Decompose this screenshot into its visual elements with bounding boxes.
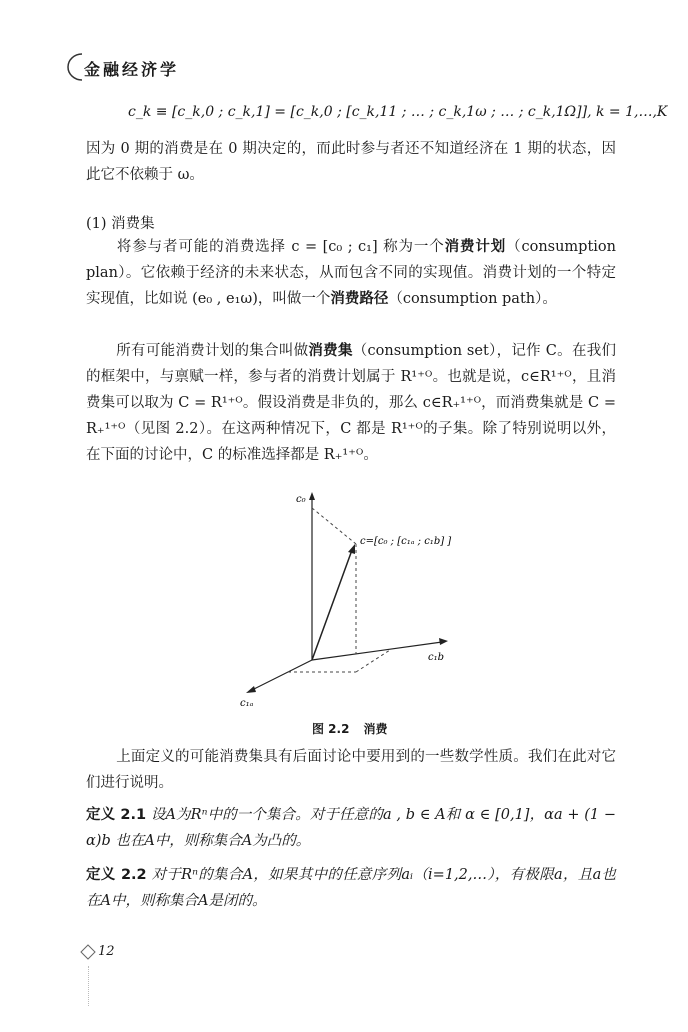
diamond-icon (80, 944, 96, 960)
figure-caption (312, 720, 387, 737)
footer-rail (88, 966, 90, 1006)
consumption-vector-arrow (348, 544, 355, 554)
definition-2-1 (86, 802, 616, 854)
caption-text: 消费 (363, 722, 388, 736)
axis-label-c1a: c₁ₐ (240, 698, 254, 709)
def2-label: 定义 2.2 (86, 867, 147, 883)
axis-c0-arrow (309, 492, 315, 500)
para3-text-a: 所有可能消费计划的集合叫做 (116, 343, 309, 359)
term-consumption-path: 消费路径 (330, 290, 389, 307)
consumption-formula: c_k ≡ [c_k,0 ; c_k,1] = [c_k,0 ; [c_k,11 ; … ; c_k,1ω ; … ; c_k,1Ω]], k = 1,…,K (128, 104, 668, 120)
para2-text-a: 将参与者可能的消费选择 c = [c₀ ; c₁] 称为一个 (116, 239, 445, 255)
caption-number: 图 2.2 (312, 722, 350, 736)
definition-2-2 (86, 862, 616, 914)
page-number: 12 (98, 944, 115, 959)
vector-label: c=[c₀ ; [c₁ₐ ; c₁b] ] (360, 536, 452, 547)
paragraph-3 (86, 338, 616, 468)
para4-text: 上面定义的可能消费集具有后面讨论中要用到的一些数学性质。我们在此对它们进行说明。 (86, 749, 616, 791)
section-heading: (1) 消费集 (86, 216, 155, 232)
axis-label-c0: c₀ (296, 494, 306, 505)
def1-body: 设A为Rⁿ中的一个集合。对于任意的a , b ∈ A和 α ∈ [0,1]，αa + (1 − α)b 也在A中，则称集合A为凸的。 (86, 807, 616, 849)
guide-top (312, 508, 356, 544)
def2-body: 对于Rⁿ的集合A，如果其中的任意序列aᵢ（i=1,2,…），有极限a，且a也在A中，则称集合A是闭的。 (86, 867, 617, 909)
consumption-set-diagram (230, 484, 470, 714)
para2-text-c: （consumption plan）。它依赖于经济的未来状态，从而包含不同的实现值。消费计划的一个特定实现值，比如说 (e₀ , e₁ω)，叫做一个 (86, 239, 616, 307)
axis-c1a (252, 660, 312, 690)
term-consumption-plan: 消费计划 (444, 238, 507, 255)
term-consumption-set: 消费集 (308, 342, 353, 359)
paragraph-1-text: 因为 0 期的消费是在 0 期决定的，而此时参与者还不知道经济在 1 期的状态，因此它不依赖于 ω。 (86, 141, 616, 183)
book-title: 金融经济学 (84, 60, 180, 79)
def1-label: 定义 2.1 (86, 807, 147, 823)
para3-text-c: （consumption set），记作 C。在我们的框架中，与禀赋一样，参与者的消费计划属于 R¹⁺ᴼ。也就是说，c∈R¹⁺ᴼ，且消费集可以取为 C = R¹⁺ᴼ。假设消费是非负的，那么 c∈R₊¹⁺ᴼ，而消费集就是 C = R₊¹⁺ᴼ（见图 2.2）。在这两种情况下，C 都是 R¹⁺ᴼ的子集。除了特别说明以外，在下面的讨论中，C 的标准选择都是 R₊¹⁺ᴼ。 (86, 343, 617, 463)
axis-c1b (312, 642, 442, 660)
paragraph-1 (86, 136, 616, 188)
paragraph-4 (86, 744, 616, 796)
figure-2-2 (230, 484, 470, 714)
axis-c1a-arrow (246, 686, 256, 693)
consumption-vector (312, 550, 352, 660)
para2-text-e: （consumption path）。 (388, 291, 557, 307)
paragraph-2 (86, 234, 616, 312)
running-header (62, 52, 202, 82)
axis-label-c1b: c₁b (428, 652, 445, 663)
axis-c1b-arrow (439, 638, 448, 645)
